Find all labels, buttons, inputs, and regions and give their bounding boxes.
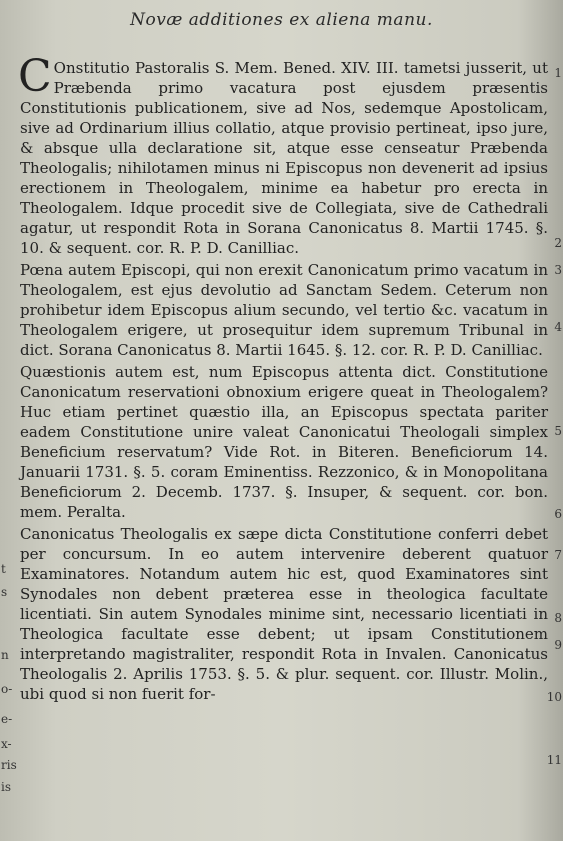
paragraph-text: Pœna autem Episcopi, qui non erexit Canonicatum primo vacatum in Theologalem, est ejus devolutio ad Sanctam Sedem. Ceterum non prohibetur idem Episcopus alium secundo, vel tertio &c. vacatum in Theologalem erigere, ut prosequitur idem supremum Tribunal in dict. Sorana Canonicatus 8. Martii 1645. §. 12. cor. R. P. D. Canilliac. — [20, 261, 548, 359]
right-margin-number: 5 — [554, 424, 562, 438]
right-margin-number: 8 — [554, 611, 562, 625]
paragraph-2 — [20, 260, 548, 360]
drop-cap: C — [18, 51, 52, 102]
right-margin-number: 6 — [554, 507, 562, 521]
left-margin-mark: is — [1, 780, 11, 794]
left-margin-mark: ris — [1, 758, 17, 772]
left-margin-mark: e- — [1, 712, 13, 726]
left-margin-mark: t — [1, 562, 6, 576]
left-margin-mark: s — [1, 585, 8, 599]
right-margin-number: 4 — [554, 320, 562, 334]
paragraph-1 — [18, 51, 548, 258]
right-margin-number: 11 — [546, 753, 562, 767]
paragraph-text: Quæstionis autem est, num Episcopus attenta dict. Constitutione Canonicatum reservationi obnoxium erigere queat in Theologalem? Huc etiam pertinet quæstio illa, an Episcopus spectata pariter eadem Constitutione unire valeat Canonicatui Theologali simplex Beneficium reservatum? Vide Rot. in Biteren. Beneficiorum 14. Januarii 1731. §. 5. coram Eminentiss. Rezzonico, & in Monopolitana Beneficiorum 2. Decemb. 1737. §. Insuper, & sequent. cor. bon. mem. Peralta. — [20, 363, 548, 521]
paragraph-text: Canonicatus Theologalis ex sæpe dicta Constitutione conferri debet per concursum. In eo autem intervenire deberent quatuor Examinatores. Notandum autem hic est, quod Examinatores sint Synodales non debent præterea esse in theologica facultate licentiati. Sin autem Synodales minime sint, necessario licentiati in Theologica facultate esse debent; ut ipsam Constitutionem interpretando magistraliter, respondit Rota in Invalen. Canonicatus Theologalis 2. Aprilis 1753. §. 5. & plur. sequent. cor. Illustr. Molin., ubi quod si non fuerit for- — [20, 525, 548, 703]
paragraph-4 — [20, 524, 548, 704]
left-margin-mark: n — [1, 648, 9, 662]
right-margin-number: 1 — [554, 66, 562, 80]
left-margin-mark: o- — [1, 682, 13, 696]
right-margin-number: 10 — [546, 690, 562, 704]
paragraph-text: Onstitutio Pastoralis S. Mem. Bened. XIV. III. tametsi jusserit, ut Præbenda primo vacatura post ejusdem præsentis Constitutionis publicationem, sive ad Nos, sedemque Apostolicam, sive ad Ordinarium illius collatio, atque provisio pertineat, ipso jure, & absque ulla declaratione sit, atque esse censeatur Præbenda Theologalis; nihilotamen minus ni Episcopus non devenerit ad ipsius erectionem in Theologalem, minime ea habetur pro erecta in Theologalem. Idque procedit sive de Collegiata, sive de Cathedrali agatur, ut respondit Rota in Sorana Canonicatus 8. Martii 1745. §. 10. & sequent. cor. R. P. D. Canilliac. — [20, 59, 548, 257]
right-margin-number: 3 — [554, 263, 562, 277]
paragraph-3 — [20, 362, 548, 522]
text-body — [18, 51, 548, 704]
right-margin-number: 9 — [554, 638, 562, 652]
right-margin-number: 7 — [554, 548, 562, 562]
running-head: Novæ additiones ex aliena manu. — [130, 10, 433, 30]
left-margin-mark: x- — [1, 737, 12, 751]
right-margin-number: 2 — [554, 236, 562, 250]
